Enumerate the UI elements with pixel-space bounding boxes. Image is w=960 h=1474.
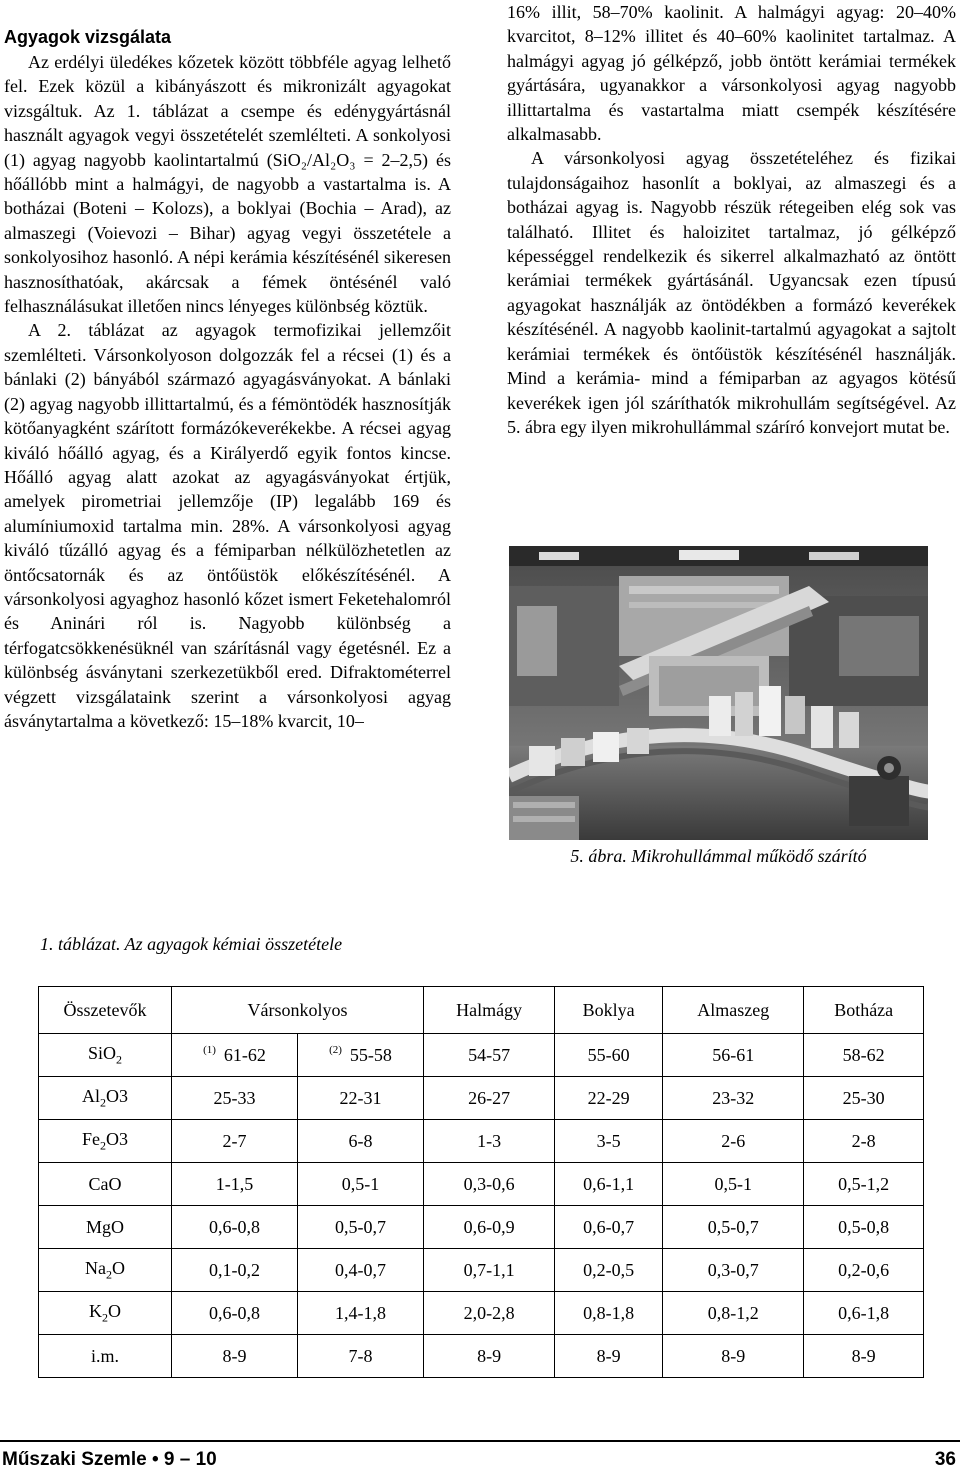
- source-mark: (1): [203, 1044, 216, 1056]
- value-cell: [663, 1077, 804, 1120]
- cell-value: 1,4-1,8: [334, 1302, 386, 1323]
- value-cell: [172, 1120, 298, 1163]
- left-column: [4, 0, 451, 733]
- microwave-dryer-photo: [509, 546, 928, 840]
- cell-value: 0,3-0,7: [707, 1259, 759, 1280]
- value-cell: [172, 1335, 298, 1378]
- value-cell: [804, 1249, 924, 1292]
- value-cell: [172, 1034, 298, 1077]
- value-cell: [172, 1163, 298, 1206]
- value-cell: [804, 1034, 924, 1077]
- component-cell: [39, 1120, 172, 1163]
- component-name: Al: [82, 1085, 100, 1106]
- value-cell: [663, 1120, 804, 1163]
- figure-caption: 5. ábra. Mikrohullámmal működő szárító: [570, 846, 867, 866]
- component-tail: O: [108, 1300, 121, 1321]
- cell-value: 0,7-1,1: [463, 1259, 515, 1280]
- cell-value: 0,5-0,8: [838, 1216, 890, 1237]
- cell-value: 0,8-1,8: [583, 1302, 635, 1323]
- value-cell: [423, 1034, 554, 1077]
- cell-value: 8-9: [851, 1345, 876, 1366]
- chemical-composition-table: [38, 986, 924, 1378]
- value-cell: [297, 1120, 423, 1163]
- component-name: CaO: [88, 1173, 122, 1194]
- cell-value: 7-8: [348, 1345, 373, 1366]
- cell-value: 55-58: [349, 1045, 392, 1065]
- value-cell: [423, 1077, 554, 1120]
- cell-value: 58-62: [842, 1044, 885, 1065]
- left-paragraph-1: Az erdélyi üledékes kőzetek között többféle agyag lelhető fel. Ezek közül a kibányászott és mikronizált agyagokat vizsgáltuk. Az 1. táblázat a csempe és edénygyártásnál használt agyagok vegyi összetételét szemlélteti. A sonkolyosi (1) agyag nagyobb kaolintartalmú (SiO₂/Al₂O₃ = 2–2,5) és hőállóbb mint a halmágyi, de nagyobb a vastartalma is. A botházai (Boteni – Kolozs), a boklyai (Bochia – Arad), az almaszegi (Voievozi – Bihar) agyag vegyi összetétele a sonkolyosihoz hasonló. A népi kerámia készítésénél sikeresen hasznosíthatóak, akárcsak a fémek öntésénél való felhasználásukat illetően nincs lényeges különbség köztük.: [4, 52, 451, 317]
- component-subscript: 2: [116, 1052, 122, 1067]
- value-cell: [663, 1163, 804, 1206]
- cell-value: 0,6-1,8: [838, 1302, 890, 1323]
- value-cell: [297, 1335, 423, 1378]
- page-number: 36: [934, 1449, 956, 1470]
- component-name: Fe: [82, 1128, 100, 1149]
- cell-value: 25-33: [213, 1087, 256, 1108]
- cell-value: 0,4-0,7: [334, 1259, 386, 1280]
- cell-value: 3-5: [596, 1130, 621, 1151]
- value-cell: [423, 1335, 554, 1378]
- value-cell: [423, 1120, 554, 1163]
- component-tail: O3: [106, 1128, 128, 1149]
- right-column: [507, 0, 956, 439]
- table-row: [39, 1335, 924, 1378]
- cell-value: 56-61: [712, 1044, 755, 1065]
- cell-value: 8-9: [721, 1345, 746, 1366]
- photo-drawing: [509, 546, 928, 840]
- header-cell: Boklya: [555, 987, 663, 1034]
- cell-value: 6-8: [348, 1130, 373, 1151]
- cell-value: 0,6-0,7: [583, 1216, 635, 1237]
- header-cell: Almaszeg: [663, 987, 804, 1034]
- value-cell: [555, 1249, 663, 1292]
- value-cell: [555, 1206, 663, 1249]
- table-header-row: [39, 987, 924, 1034]
- value-cell: [297, 1163, 423, 1206]
- cell-value: 0,1-0,2: [208, 1259, 260, 1280]
- cell-value: 0,6-0,8: [208, 1302, 260, 1323]
- cell-value: 55-60: [587, 1044, 630, 1065]
- value-cell: [663, 1249, 804, 1292]
- component-name: Na: [85, 1257, 106, 1278]
- component-tail: O: [112, 1257, 125, 1278]
- table-row: [39, 1292, 924, 1335]
- value-cell: [555, 1120, 663, 1163]
- cell-value: 2,0-2,8: [463, 1302, 515, 1323]
- component-subscript: 2: [100, 1138, 106, 1153]
- table-row: [39, 1077, 924, 1120]
- cell-value: 0,6-0,8: [208, 1216, 260, 1237]
- value-cell: [555, 1163, 663, 1206]
- left-paragraph-2: A 2. táblázat az agyagok termofizikai jellemzőit szemlélteti. Vársonkolyoson dolgozzák fel a récsei (1) és a bánlaki (2) bányából származó agyagásványokat. A bánlaki (2) agyag nagyobb illittartalmú, és a fémöntödék hasznosítják kötőanyagként szárított formázókeverékekbe. A récsei agyag kiváló hőálló agyag, és a Királyerdő egyik fontos kincse. Hőálló agyag alatt azokat az agyagásványokat értjük, amelyek pirometriai jellemzője (IP) legalább 169 és alumíniumoxid tartalma min. 28%. A vársonkolyosi agyag kiváló tűzálló agyag és a fémiparban nélkülözhetetlen az öntőcsatornák és az öntőüstök előkészítésénél. A vársonkolyosi agyaghoz hasonló kőzet ismert Feketehalomról és Aninári ról is. Nagyobb különbség a térfogatcsökkenésüknél van szárításnál vagy égetésnél. Ez a különbség ásványtani szerkezetükből ered. Difraktométerrel végzett vizsgálataink szerint a vársonkolyosi agyag ásványtartalma a következő: 15–18% kvarcit, 10–: [4, 320, 451, 731]
- component-subscript: 2: [102, 1310, 108, 1325]
- value-cell: [555, 1292, 663, 1335]
- table-body: [39, 1034, 924, 1378]
- cell-value: 61-62: [223, 1045, 266, 1065]
- component-name: i.m.: [90, 1345, 119, 1366]
- cell-value: 54-57: [468, 1044, 511, 1065]
- value-cell: [172, 1077, 298, 1120]
- cell-value: 8-9: [477, 1345, 502, 1366]
- value-cell: [297, 1077, 423, 1120]
- value-cell: [663, 1335, 804, 1378]
- cell-value: 0,6-1,1: [583, 1173, 635, 1194]
- value-cell: [555, 1335, 663, 1378]
- component-subscript: 2: [106, 1267, 112, 1282]
- right-paragraph-1: 16% illit, 58–70% kaolinit. A halmágyi agyag: 20–40% kvarcitot, 8–12% illitet és 40–60% kaolinitet tartalmaz. A halmágyi agyag jó gélképző, jobb öntött kerámiai termékek gyártására, ugyanakkor a vársonkolyosi agyag nagyobb illittartalma és vastartalma miatt csempék készítésére alkalmasabb.: [507, 2, 956, 145]
- component-cell: [39, 1292, 172, 1335]
- component-name: K: [89, 1300, 102, 1321]
- value-cell: [423, 1206, 554, 1249]
- value-cell: [297, 1292, 423, 1335]
- section-heading: Agyagok vizsgálata: [4, 27, 172, 47]
- cell-value: 0,5-1: [341, 1173, 380, 1194]
- cell-value: 25-30: [842, 1087, 885, 1108]
- cell-value: 1-3: [477, 1130, 502, 1151]
- component-name: SiO: [87, 1042, 116, 1063]
- value-cell: [663, 1292, 804, 1335]
- cell-value: 23-32: [712, 1087, 755, 1108]
- cell-value: 0,5-0,7: [334, 1216, 386, 1237]
- cell-value: 26-27: [468, 1087, 511, 1108]
- header-cell: Összetevők: [39, 987, 172, 1034]
- table-row: [39, 1249, 924, 1292]
- component-cell: [39, 1206, 172, 1249]
- component-tail: O3: [106, 1085, 128, 1106]
- value-cell: [297, 1034, 423, 1077]
- value-cell: [804, 1077, 924, 1120]
- value-cell: [804, 1292, 924, 1335]
- value-cell: [172, 1249, 298, 1292]
- component-cell: [39, 1163, 172, 1206]
- journal-footer: Műszaki Szemle • 9 – 10: [2, 1449, 217, 1470]
- cell-value: 0,5-0,7: [707, 1216, 759, 1237]
- cell-value: 2-7: [222, 1130, 247, 1151]
- footer-rule: [0, 1440, 960, 1442]
- component-cell: [39, 1077, 172, 1120]
- value-cell: [297, 1249, 423, 1292]
- value-cell: [423, 1292, 554, 1335]
- value-cell: [555, 1034, 663, 1077]
- header-cell: Vársonkolyos: [172, 987, 424, 1034]
- component-cell: [39, 1249, 172, 1292]
- value-cell: [423, 1163, 554, 1206]
- value-cell: [804, 1163, 924, 1206]
- right-paragraph-2: A vársonkolyosi agyag összetételéhez és fizikai tulajdonságaihoz hasonlít a boklyai, az almaszegi és a botházai agyag is. Nagyobb részük rétegeiben elég sok vas található. Illitet és haloizitet tartalmaz, jó gélképző képességgel rendelkezik és sikerrel alkalmazható az öntött kerámiai termékek gyártásánál. Ugyancsak ezen típusú agyagokat használják az öntödékben a formázó keverékek készítésénél. A nagyobb kaolinit-tartalmú agyagokat a sajtolt kerámiai termékek és öntőüstök készítésénél használják. Mind a kerámia- mind a fémiparban az agyagos kötésű keverékek igen jól száríthatók mikrohullám segítségével. Az 5. ábra egy ilyen mikrohullámmal száríró konvejort mutat be.: [507, 148, 956, 437]
- cell-value: 0,2-0,6: [838, 1259, 890, 1280]
- table-row: [39, 1034, 924, 1077]
- table-row: [39, 1206, 924, 1249]
- cell-value: 0,5-1,2: [838, 1173, 890, 1194]
- header-cell: Botháza: [804, 987, 924, 1034]
- component-name: MgO: [85, 1216, 124, 1237]
- value-cell: [172, 1206, 298, 1249]
- value-cell: [555, 1077, 663, 1120]
- component-cell: [39, 1335, 172, 1378]
- value-cell: [297, 1206, 423, 1249]
- cell-value: 8-9: [222, 1345, 247, 1366]
- header-cell: Halmágy: [423, 987, 554, 1034]
- cell-value: 8-9: [596, 1345, 621, 1366]
- cell-value: 1-1,5: [215, 1173, 254, 1194]
- table-caption: 1. táblázat. Az agyagok kémiai összetétele: [40, 934, 343, 954]
- value-cell: [804, 1206, 924, 1249]
- value-cell: [663, 1034, 804, 1077]
- value-cell: [172, 1292, 298, 1335]
- cell-value: 0,3-0,6: [463, 1173, 515, 1194]
- cell-value: 22-29: [587, 1087, 630, 1108]
- component-subscript: 2: [100, 1095, 106, 1110]
- table-row: [39, 1120, 924, 1163]
- cell-value: 22-31: [339, 1087, 382, 1108]
- value-cell: [804, 1335, 924, 1378]
- component-cell: [39, 1034, 172, 1077]
- value-cell: [663, 1206, 804, 1249]
- value-cell: [423, 1249, 554, 1292]
- cell-value: 2-8: [851, 1130, 876, 1151]
- cell-value: 0,8-1,2: [707, 1302, 759, 1323]
- source-mark: (2): [329, 1044, 342, 1056]
- table-row: [39, 1163, 924, 1206]
- cell-value: 2-6: [721, 1130, 746, 1151]
- cell-value: 0,5-1: [714, 1173, 753, 1194]
- cell-value: 0,6-0,9: [463, 1216, 515, 1237]
- value-cell: [804, 1120, 924, 1163]
- cell-value: 0,2-0,5: [583, 1259, 635, 1280]
